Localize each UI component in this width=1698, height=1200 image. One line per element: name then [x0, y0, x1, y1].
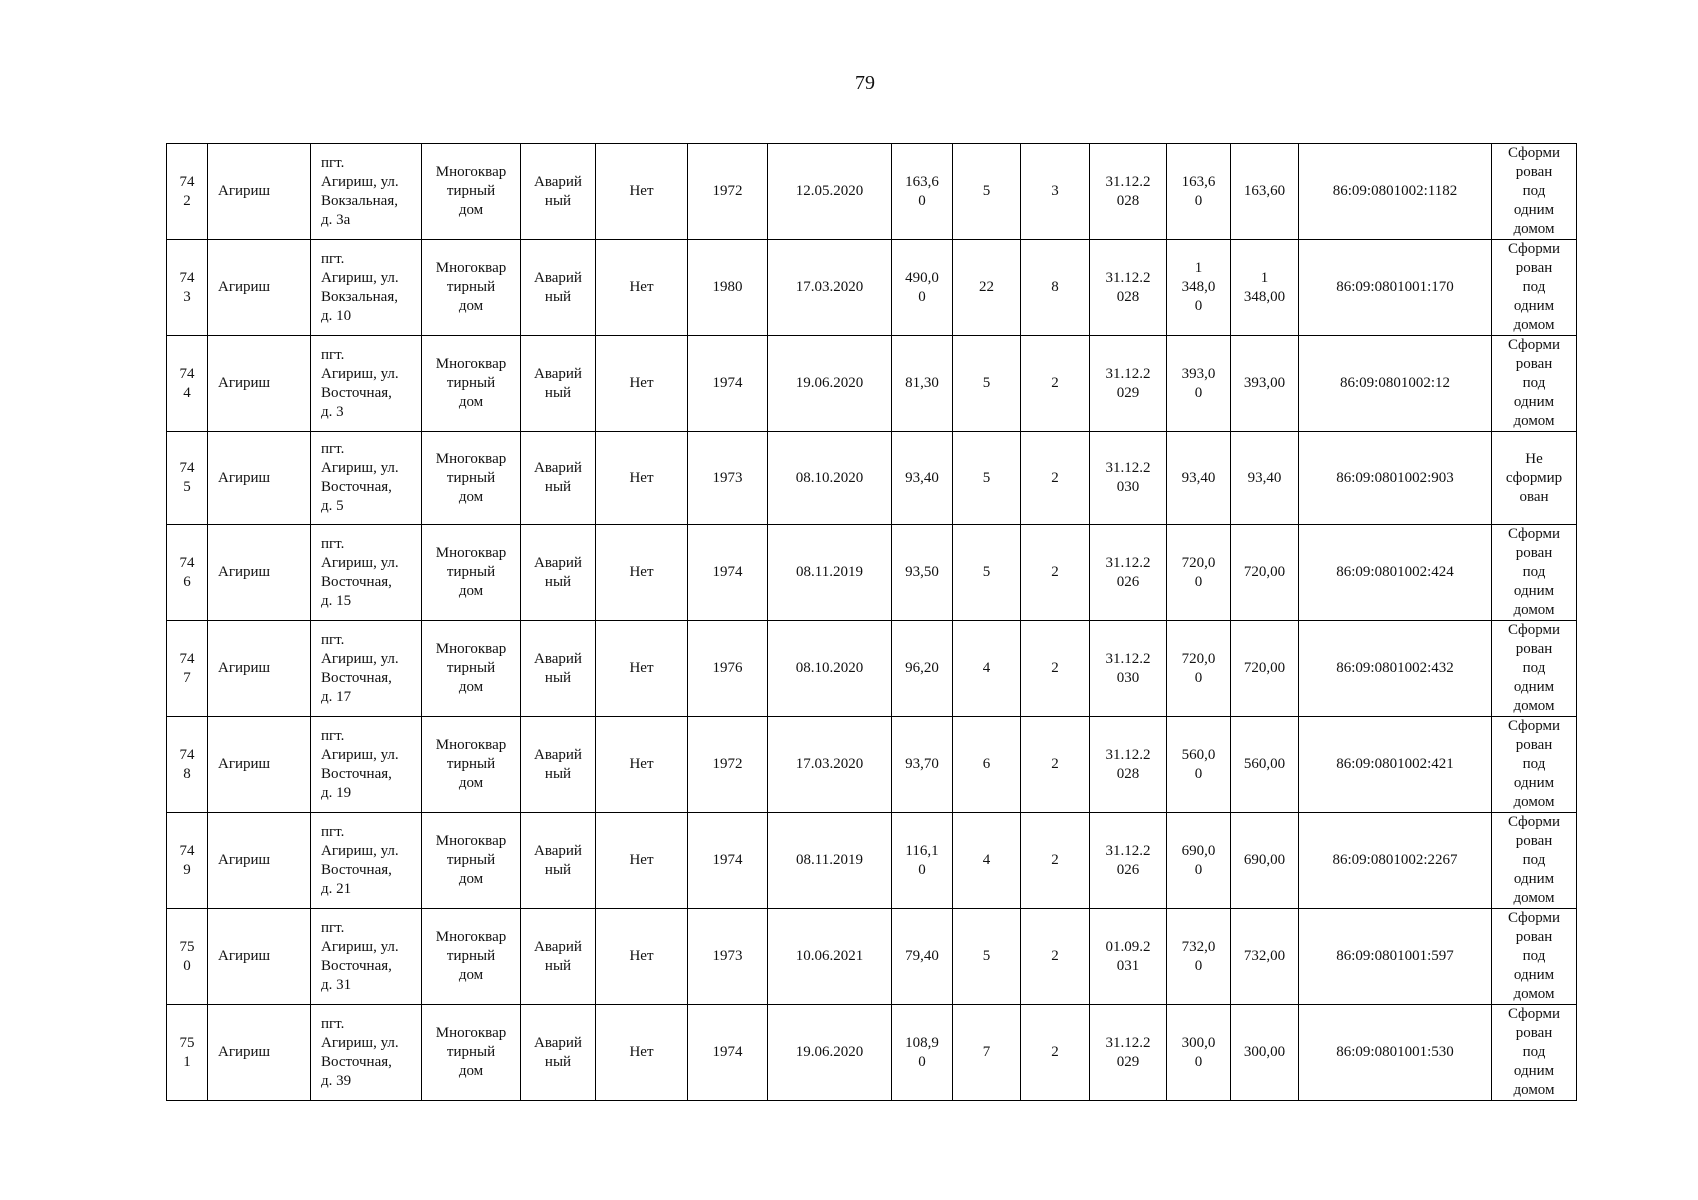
flag-cell: Нет [596, 336, 688, 432]
town-cell: Агириш [208, 909, 311, 1005]
table-row [167, 909, 1577, 1005]
address-cell: пгт. Агириш, ул. Восточная, д. 17 [311, 621, 422, 717]
note-cell: Сформи рован под одним домом [1492, 144, 1577, 240]
area-living-cell: 1 348,00 [1231, 240, 1299, 336]
row-number-cell: 75 0 [167, 909, 208, 1005]
flag-cell: Нет [596, 144, 688, 240]
units-cell: 2 [1021, 336, 1090, 432]
note-cell: Сформи рован под одним домом [1492, 813, 1577, 909]
units-cell: 3 [1021, 144, 1090, 240]
town-cell: Агириш [208, 240, 311, 336]
address-cell: пгт. Агириш, ул. Восточная, д. 15 [311, 525, 422, 621]
units-cell: 2 [1021, 717, 1090, 813]
residents-cell: 22 [953, 240, 1021, 336]
flag-cell: Нет [596, 621, 688, 717]
year-cell: 1974 [688, 525, 768, 621]
residents-cell: 5 [953, 525, 1021, 621]
area-cell: 79,40 [892, 909, 953, 1005]
units-cell: 2 [1021, 1005, 1090, 1101]
area-total-cell: 93,40 [1167, 432, 1231, 525]
building-type-cell: Многоквар тирный дом [422, 717, 521, 813]
area-total-cell: 720,0 0 [1167, 525, 1231, 621]
residents-cell: 5 [953, 909, 1021, 1005]
date-cell: 08.10.2020 [768, 432, 892, 525]
note-cell: Сформи рован под одним домом [1492, 717, 1577, 813]
table-row [167, 621, 1577, 717]
row-number-cell: 74 8 [167, 717, 208, 813]
town-cell: Агириш [208, 144, 311, 240]
row-number-cell: 74 5 [167, 432, 208, 525]
year-cell: 1973 [688, 432, 768, 525]
residents-cell: 7 [953, 1005, 1021, 1101]
building-type-cell: Многоквар тирный дом [422, 432, 521, 525]
residents-cell: 5 [953, 432, 1021, 525]
town-cell: Агириш [208, 525, 311, 621]
year-cell: 1973 [688, 909, 768, 1005]
date-cell: 17.03.2020 [768, 717, 892, 813]
table-row [167, 144, 1577, 240]
note-cell: Сформи рован под одним домом [1492, 909, 1577, 1005]
row-number-cell: 74 2 [167, 144, 208, 240]
residents-cell: 4 [953, 621, 1021, 717]
table-row [167, 813, 1577, 909]
cadastral-cell: 86:09:0801002:2267 [1299, 813, 1492, 909]
row-number-cell: 74 7 [167, 621, 208, 717]
building-type-cell: Многоквар тирный дом [422, 336, 521, 432]
area-cell: 81,30 [892, 336, 953, 432]
area-total-cell: 1 348,0 0 [1167, 240, 1231, 336]
cadastral-cell: 86:09:0801002:12 [1299, 336, 1492, 432]
town-cell: Агириш [208, 621, 311, 717]
residents-cell: 5 [953, 336, 1021, 432]
table-row [167, 525, 1577, 621]
deadline-cell: 31.12.2 029 [1090, 336, 1167, 432]
address-cell: пгт. Агириш, ул. Восточная, д. 39 [311, 1005, 422, 1101]
row-number-cell: 74 6 [167, 525, 208, 621]
address-cell: пгт. Агириш, ул. Вокзальная, д. 10 [311, 240, 422, 336]
deadline-cell: 31.12.2 026 [1090, 813, 1167, 909]
units-cell: 2 [1021, 432, 1090, 525]
building-type-cell: Многоквар тирный дом [422, 909, 521, 1005]
town-cell: Агириш [208, 432, 311, 525]
status-cell: Аварий ный [521, 525, 596, 621]
area-living-cell: 163,60 [1231, 144, 1299, 240]
table-body [167, 144, 1577, 1101]
cadastral-cell: 86:09:0801002:432 [1299, 621, 1492, 717]
cadastral-cell: 86:09:0801002:421 [1299, 717, 1492, 813]
date-cell: 19.06.2020 [768, 336, 892, 432]
year-cell: 1972 [688, 144, 768, 240]
date-cell: 19.06.2020 [768, 1005, 892, 1101]
status-cell: Аварий ный [521, 621, 596, 717]
row-number-cell: 74 9 [167, 813, 208, 909]
units-cell: 8 [1021, 240, 1090, 336]
area-living-cell: 393,00 [1231, 336, 1299, 432]
flag-cell: Нет [596, 813, 688, 909]
address-cell: пгт. Агириш, ул. Вокзальная, д. 3а [311, 144, 422, 240]
cadastral-cell: 86:09:0801001:597 [1299, 909, 1492, 1005]
note-cell: Сформи рован под одним домом [1492, 525, 1577, 621]
units-cell: 2 [1021, 621, 1090, 717]
area-cell: 490,0 0 [892, 240, 953, 336]
deadline-cell: 31.12.2 030 [1090, 432, 1167, 525]
building-type-cell: Многоквар тирный дом [422, 144, 521, 240]
status-cell: Аварий ный [521, 717, 596, 813]
residents-cell: 6 [953, 717, 1021, 813]
status-cell: Аварий ный [521, 813, 596, 909]
year-cell: 1974 [688, 336, 768, 432]
area-cell: 163,6 0 [892, 144, 953, 240]
row-number-cell: 74 4 [167, 336, 208, 432]
units-cell: 2 [1021, 525, 1090, 621]
status-cell: Аварий ный [521, 144, 596, 240]
flag-cell: Нет [596, 525, 688, 621]
address-cell: пгт. Агириш, ул. Восточная, д. 19 [311, 717, 422, 813]
date-cell: 08.10.2020 [768, 621, 892, 717]
units-cell: 2 [1021, 909, 1090, 1005]
area-total-cell: 300,0 0 [1167, 1005, 1231, 1101]
building-type-cell: Многоквар тирный дом [422, 813, 521, 909]
town-cell: Агириш [208, 336, 311, 432]
address-cell: пгт. Агириш, ул. Восточная, д. 21 [311, 813, 422, 909]
date-cell: 12.05.2020 [768, 144, 892, 240]
building-type-cell: Многоквар тирный дом [422, 1005, 521, 1101]
date-cell: 17.03.2020 [768, 240, 892, 336]
flag-cell: Нет [596, 909, 688, 1005]
year-cell: 1974 [688, 1005, 768, 1101]
table-row [167, 240, 1577, 336]
area-cell: 108,9 0 [892, 1005, 953, 1101]
housing-registry-table [166, 143, 1577, 1101]
area-living-cell: 93,40 [1231, 432, 1299, 525]
date-cell: 08.11.2019 [768, 813, 892, 909]
cadastral-cell: 86:09:0801002:1182 [1299, 144, 1492, 240]
building-type-cell: Многоквар тирный дом [422, 240, 521, 336]
status-cell: Аварий ный [521, 432, 596, 525]
area-total-cell: 393,0 0 [1167, 336, 1231, 432]
area-living-cell: 720,00 [1231, 525, 1299, 621]
status-cell: Аварий ный [521, 1005, 596, 1101]
area-living-cell: 720,00 [1231, 621, 1299, 717]
area-total-cell: 163,6 0 [1167, 144, 1231, 240]
residents-cell: 4 [953, 813, 1021, 909]
flag-cell: Нет [596, 240, 688, 336]
year-cell: 1980 [688, 240, 768, 336]
status-cell: Аварий ный [521, 240, 596, 336]
town-cell: Агириш [208, 813, 311, 909]
row-number-cell: 75 1 [167, 1005, 208, 1101]
town-cell: Агириш [208, 717, 311, 813]
year-cell: 1972 [688, 717, 768, 813]
deadline-cell: 31.12.2 030 [1090, 621, 1167, 717]
area-total-cell: 732,0 0 [1167, 909, 1231, 1005]
building-type-cell: Многоквар тирный дом [422, 525, 521, 621]
area-living-cell: 560,00 [1231, 717, 1299, 813]
flag-cell: Нет [596, 432, 688, 525]
note-cell: Сформи рован под одним домом [1492, 240, 1577, 336]
year-cell: 1976 [688, 621, 768, 717]
status-cell: Аварий ный [521, 909, 596, 1005]
note-cell: Сформи рован под одним домом [1492, 1005, 1577, 1101]
deadline-cell: 31.12.2 026 [1090, 525, 1167, 621]
deadline-cell: 31.12.2 028 [1090, 144, 1167, 240]
date-cell: 10.06.2021 [768, 909, 892, 1005]
address-cell: пгт. Агириш, ул. Восточная, д. 5 [311, 432, 422, 525]
address-cell: пгт. Агириш, ул. Восточная, д. 3 [311, 336, 422, 432]
date-cell: 08.11.2019 [768, 525, 892, 621]
building-type-cell: Многоквар тирный дом [422, 621, 521, 717]
area-total-cell: 690,0 0 [1167, 813, 1231, 909]
status-cell: Аварий ный [521, 336, 596, 432]
area-cell: 93,50 [892, 525, 953, 621]
table-row [167, 1005, 1577, 1101]
residents-cell: 5 [953, 144, 1021, 240]
table-row [167, 336, 1577, 432]
area-living-cell: 690,00 [1231, 813, 1299, 909]
area-cell: 93,70 [892, 717, 953, 813]
area-cell: 116,1 0 [892, 813, 953, 909]
flag-cell: Нет [596, 1005, 688, 1101]
deadline-cell: 31.12.2 028 [1090, 717, 1167, 813]
row-number-cell: 74 3 [167, 240, 208, 336]
flag-cell: Нет [596, 717, 688, 813]
area-living-cell: 732,00 [1231, 909, 1299, 1005]
note-cell: Сформи рован под одним домом [1492, 336, 1577, 432]
address-cell: пгт. Агириш, ул. Восточная, д. 31 [311, 909, 422, 1005]
deadline-cell: 31.12.2 028 [1090, 240, 1167, 336]
year-cell: 1974 [688, 813, 768, 909]
cadastral-cell: 86:09:0801001:530 [1299, 1005, 1492, 1101]
cadastral-cell: 86:09:0801002:424 [1299, 525, 1492, 621]
table-row [167, 717, 1577, 813]
deadline-cell: 01.09.2 031 [1090, 909, 1167, 1005]
note-cell: Сформи рован под одним домом [1492, 621, 1577, 717]
table-row [167, 432, 1577, 525]
area-total-cell: 720,0 0 [1167, 621, 1231, 717]
area-cell: 96,20 [892, 621, 953, 717]
page-number: 79 [855, 72, 875, 94]
cadastral-cell: 86:09:0801002:903 [1299, 432, 1492, 525]
area-cell: 93,40 [892, 432, 953, 525]
area-living-cell: 300,00 [1231, 1005, 1299, 1101]
town-cell: Агириш [208, 1005, 311, 1101]
deadline-cell: 31.12.2 029 [1090, 1005, 1167, 1101]
cadastral-cell: 86:09:0801001:170 [1299, 240, 1492, 336]
units-cell: 2 [1021, 813, 1090, 909]
area-total-cell: 560,0 0 [1167, 717, 1231, 813]
note-cell: Не сформир ован [1492, 432, 1577, 525]
